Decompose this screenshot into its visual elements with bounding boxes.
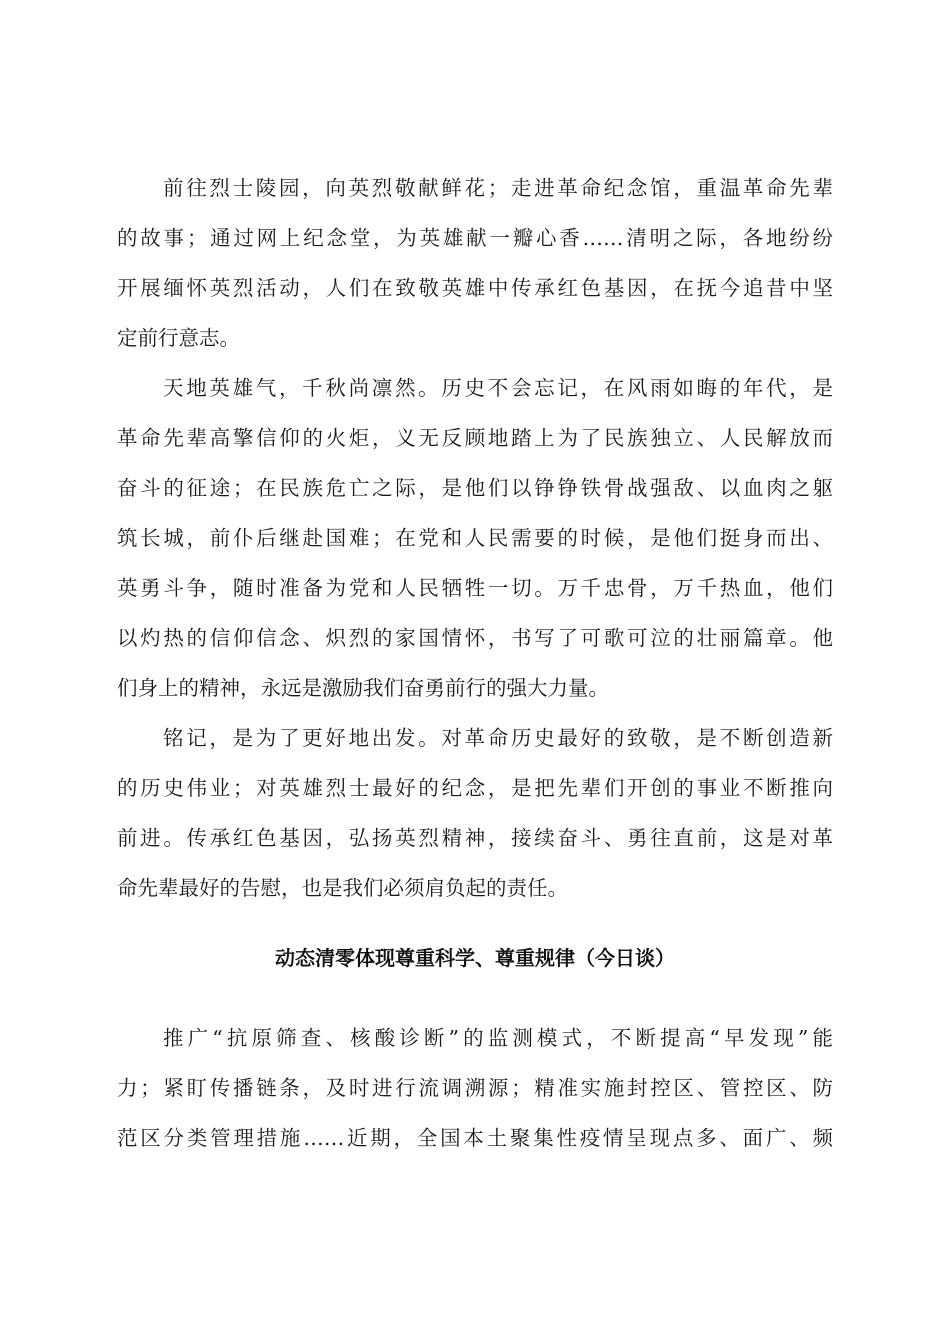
paragraph-1-line-3: 开展缅怀英烈活动，人们在致敬英雄中传承红色基因，在抚今追昔中坚 [117, 276, 833, 300]
section-paragraph-line-2: 力；紧盯传播链条，及时进行流调溯源；精准实施封控区、管控区、防 [117, 1076, 833, 1100]
paragraph-3-line-2: 的历史伟业；对英雄烈士最好的纪念，是把先辈们开创的事业不断推向 [117, 776, 833, 800]
paragraph-2-line-1: 天地英雄气，千秋尚凛然。历史不会忘记，在风雨如晦的年代，是 [163, 376, 833, 400]
paragraph-2-line-7: 们身上的精神，永远是激励我们奋勇前行的强大力量。 [117, 676, 609, 700]
section-paragraph-line-1: 推广“抗原筛查、核酸诊断”的监测模式，不断提高“早发现”能 [163, 1026, 833, 1050]
section-heading: 动态清零体现尊重科学、尊重规律（今日谈） [275, 946, 675, 970]
section-paragraph-line-3: 范区分类管理措施……近期，全国本土聚集性疫情呈现点多、面广、频 [117, 1126, 833, 1150]
paragraph-2-line-6: 以灼热的信仰信念、炽烈的家国情怀，书写了可歌可泣的壮丽篇章。他 [117, 626, 833, 650]
paragraph-3-line-3: 前进。传承红色基因，弘扬英烈精神，接续奋斗、勇往直前，这是对革 [117, 826, 833, 850]
paragraph-2-line-4: 筑长城，前仆后继赴国难；在党和人民需要的时候，是他们挺身而出、 [117, 526, 833, 550]
paragraph-2-line-2: 革命先辈高擎信仰的火炬，义无反顾地踏上为了民族独立、人民解放而 [117, 426, 833, 450]
paragraph-3-line-4: 命先辈最好的告慰，也是我们必须肩负起的责任。 [117, 876, 568, 900]
paragraph-1-line-2: 的故事；通过网上纪念堂，为英雄献一瓣心香……清明之际，各地纷纷 [117, 226, 833, 250]
paragraph-3-line-1: 铭记，是为了更好地出发。对革命历史最好的致敬，是不断创造新 [163, 726, 833, 750]
paragraph-1-line-4: 定前行意志。 [117, 326, 240, 350]
paragraph-2-line-3: 奋斗的征途；在民族危亡之际，是他们以铮铮铁骨战强敌、以血肉之躯 [117, 476, 833, 500]
paragraph-2-line-5: 英勇斗争，随时准备为党和人民牺牲一切。万千忠骨，万千热血，他们 [117, 576, 833, 600]
paragraph-1-line-1: 前往烈士陵园，向英烈敬献鲜花；走进革命纪念馆，重温革命先辈 [163, 176, 833, 200]
